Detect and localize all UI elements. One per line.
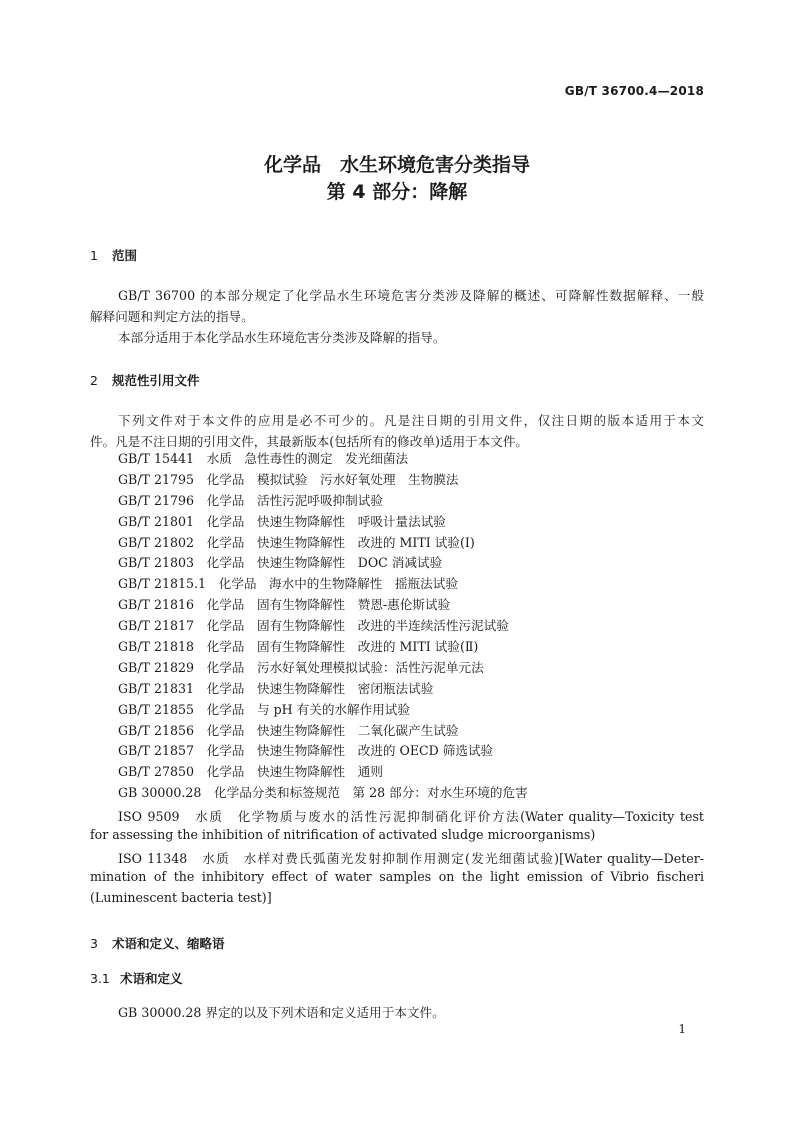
- document-subtitle: 第 4 部分：降解: [326, 181, 468, 203]
- section-number: 3.1: [90, 971, 110, 986]
- iso-9509-reference-line: for assessing the inhibition of nitrification of activated sludge microorganisms): [90, 827, 596, 842]
- terms-paragraph: GB 30000.28 界定的以及下列术语和定义适用于本文件。: [118, 1005, 445, 1020]
- scope-paragraph-line: GB/T 36700 的本部分规定了化学品水生环境危害分类涉及降解的概述、可降解性数据解释、一般: [118, 288, 704, 303]
- scope-paragraph-line: 解释问题和判定方法的指导。: [90, 309, 254, 324]
- iso-11348-reference-line: mination of the inhibitory effect of water samples on the light emission of Vibrio fischeri: [90, 869, 704, 884]
- section-number: 2: [90, 373, 98, 388]
- section-title: 术语和定义: [120, 971, 183, 986]
- refs-intro-line: 下列文件对于本文件的应用是必不可少的。凡是注日期的引用文件，仅注日期的版本适用于本文: [118, 413, 704, 428]
- page-number: 1: [678, 1022, 686, 1036]
- standard-code: GB/T 36700.4—2018: [564, 84, 704, 98]
- reference-item: GB/T 21855 化学品 与 pH 有关的水解作用试验: [118, 701, 410, 717]
- iso-9509-reference-line: ISO 9509 水质 化学物质与废水的活性污泥抑制硝化评价方法(Water quality—Toxicity test: [118, 809, 704, 824]
- reference-item: GB/T 21815.1 化学品 海水中的生物降解性 摇瓶法试验: [118, 576, 458, 592]
- section-3-1-heading: [90, 969, 183, 987]
- section-title: 术语和定义、缩略语: [112, 936, 225, 951]
- reference-item: GB/T 15441 水质 急性毒性的测定 发光细菌法: [118, 451, 409, 466]
- section-number: 3: [90, 936, 98, 951]
- iso-11348-reference-line: ISO 11348 水质 水样对费氏弧菌光发射抑制作用测定(发光细菌试验)[Water quality—Deter-: [118, 851, 704, 866]
- reference-item: GB/T 21856 化学品 快速生物降解性 二氧化碳产生试验: [118, 722, 459, 738]
- reference-item: GB/T 21801 化学品 快速生物降解性 呼吸计量法试验: [118, 513, 446, 529]
- section-title: 规范性引用文件: [112, 373, 200, 388]
- section-3-heading: [90, 934, 225, 952]
- reference-item: GB/T 21796 化学品 活性污泥呼吸抑制试验: [118, 492, 383, 508]
- reference-item: GB/T 21857 化学品 快速生物降解性 改进的 OECD 筛选试验: [118, 743, 494, 759]
- normative-reference-list: [118, 448, 528, 803]
- section-1-heading: [90, 246, 137, 264]
- reference-item: GB/T 21816 化学品 固有生物降解性 赞恩-惠伦斯试验: [118, 597, 451, 613]
- reference-item: GB 30000.28 化学品分类和标签规范 第 28 部分：对水生环境的危害: [118, 785, 528, 801]
- reference-item: GB/T 21803 化学品 快速生物降解性 DOC 消减试验: [118, 555, 443, 571]
- document-title: 化学品 水生环境危害分类指导: [263, 154, 530, 176]
- section-title: 范围: [112, 248, 138, 263]
- reference-item: GB/T 21802 化学品 快速生物降解性 改进的 MITI 试验(Ⅰ): [118, 534, 475, 550]
- reference-item: GB/T 21829 化学品 污水好氧处理模拟试验：活性污泥单元法: [118, 659, 484, 675]
- reference-item: GB/T 21795 化学品 模拟试验 污水好氧处理 生物膜法: [118, 471, 459, 487]
- reference-item: GB/T 21818 化学品 固有生物降解性 改进的 MITI 试验(Ⅱ): [118, 639, 479, 655]
- scope-paragraph: 本部分适用于本化学品水生环境危害分类涉及降解的指导。: [118, 330, 446, 345]
- refs-intro-line: 件。凡是不注日期的引用文件，其最新版本(包括所有的修改单)适用于本文件。: [90, 434, 529, 449]
- section-number: 1: [90, 248, 98, 263]
- reference-item: GB/T 27850 化学品 快速生物降解性 通则: [118, 764, 383, 780]
- reference-item: GB/T 21831 化学品 快速生物降解性 密闭瓶法试验: [118, 680, 434, 696]
- iso-11348-reference-line: (Luminescent bacteria test)]: [90, 890, 272, 905]
- section-2-heading: [90, 371, 200, 389]
- reference-item: GB/T 21817 化学品 固有生物降解性 改进的半连续活性污泥试验: [118, 618, 509, 634]
